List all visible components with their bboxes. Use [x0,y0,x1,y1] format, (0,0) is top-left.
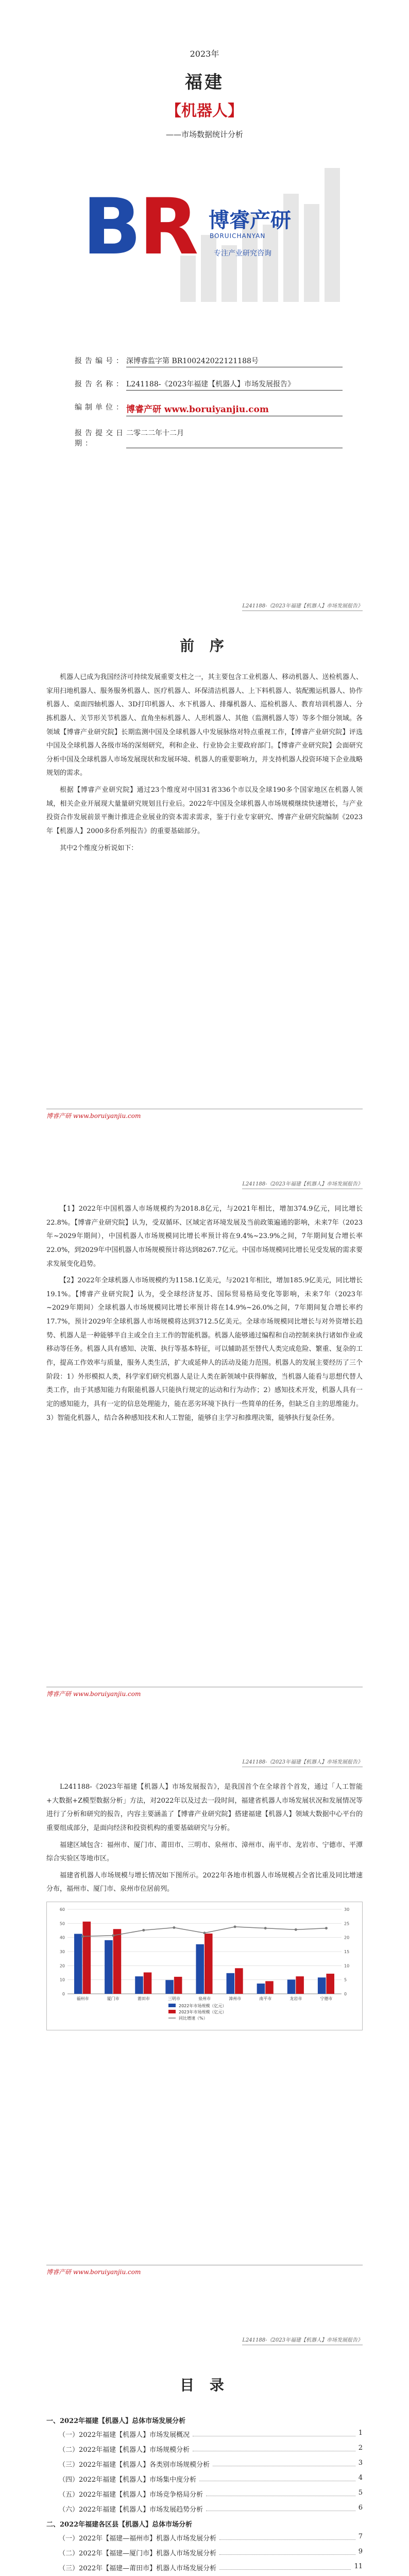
growth-point [81,1935,84,1938]
bar [318,1977,326,1994]
y2-tick-label: 0 [344,1992,347,1997]
x-tick-label: 漳州市 [229,1996,242,2002]
preface-page [0,578,409,1156]
city-market-chart [46,1902,363,2030]
info-row-org [75,402,343,416]
legend-label: 2023年市场规模（亿元） [179,2010,227,2015]
legend-swatch [168,2004,176,2007]
toc-item[interactable] [59,2489,363,2499]
toc-page-number: 9 [358,2548,363,2555]
cover-logo-art [62,147,350,333]
x-tick-label: 莆田市 [137,1996,150,2002]
toc-page [0,2312,409,2576]
bar [287,1980,296,1994]
toc-page-number: 3 [358,2459,363,2467]
x-tick-label: 福州市 [76,1996,89,2002]
cover-subject: 【机器人】 [166,102,243,120]
toc-section-title[interactable] [46,2415,363,2425]
preface-title: 前 序 [180,637,229,654]
cover-subline: ——市场数据统计分析 [165,130,243,139]
info-value: 深博睿监字第 BR100242022121188号 [126,355,343,367]
bar [326,1974,334,1994]
preface-paragraph: 【1】2022年中国机器人市场规模约为2018.8亿元，与2021年相比，增加374.9亿元，同比增长22.8%。【博睿产业研究院】认为，受双循环、区域定省环境发展及当前政策遍通的影响，未来7年（2023年~2029年期间），中国机器人市场规模同比增长率预计将在9.4%~23.9%之间，7年期间复合增长率22.0%，到2029年中国机器人市场规模预计将达到8267.7亿元。中国市场规模同比增长见受发展的需求要求发展变化趋势。 [46,1205,363,1268]
intro-page [0,1734,409,2312]
bar [135,1976,143,1994]
growth-point [142,1929,145,1931]
logo-letter-b: B [82,182,142,272]
toc-item[interactable] [59,2504,363,2514]
toc-leader-dots [206,2489,355,2496]
preface-paragraph: 其中2个维度分析说如下： [60,844,138,852]
toc-leader-dots [219,2533,355,2540]
toc-page-number: 1 [358,2429,363,2437]
toc-item[interactable] [59,2533,363,2543]
toc-page-number: 4 [358,2474,363,2482]
growth-point [264,1927,267,1929]
legend-swatch [168,2010,176,2013]
y-tick-label: 10 [59,1977,65,1982]
growth-point [173,1926,175,1929]
y-tick-label: 0 [62,1992,65,1997]
x-tick-label: 宁德市 [320,1996,333,2002]
y-tick-label: 30 [59,1950,65,1955]
y2-tick-label: 30 [344,1907,350,1912]
bar [196,1944,204,1994]
info-key: 报告名称： [75,380,126,388]
bar [83,1922,91,1994]
y-tick-label: 60 [59,1907,65,1912]
page-header: L241188-《2023年福建【机器人】市场发展报告》 [242,1757,363,1767]
page-footer[interactable]: 博睿产研 www.boruiyanjiu.com [46,1687,363,1698]
intro-body [46,1781,363,2036]
toc-item[interactable] [59,2548,363,2557]
cover-info [75,355,343,460]
bar [174,1977,182,1994]
bar [257,1984,265,1994]
bar [265,1981,274,1994]
logo-letter-r: R [139,182,199,272]
preface-paragraph: 根据【博睿产业研究院】通过23个维度对中国31省336个市以及全球190多个国家地区在机器人领域，相关企业开展现大量量研究规划且行业后。2022年中国及全球机器人市场规模继续快速增长，与产业投资合作发展前景平衡计推进企业展业的资本需求需求，鉴于行业专家研究、博睿产业研究院编制《2023年【机器人】2000多份系列报告》的重要基础部分。 [46,786,363,836]
growth-point [203,1932,206,1935]
y2-tick-label: 20 [344,1935,350,1940]
info-value: 二零二二年十二月 [126,428,343,448]
cover-year: 2023年 [190,49,219,59]
growth-point [325,1927,328,1929]
y-tick-label: 20 [59,1963,65,1969]
intro-paragraph: 福建区域包含：福州市、厦门市、莆田市、三明市、泉州市、漳州市、南平市、龙岩市、宁德市、平潭综合实验区等地市区。 [46,1841,363,1863]
info-value: L241188-《2023年福建【机器人】市场发展报告》 [126,379,343,391]
legend-label: 同比增速（%） [179,2016,208,2021]
page-header: L241188-《2023年福建【机器人】市场发展报告》 [242,1179,363,1189]
toc-item-label: （一）2022年【福建—福州市】机器人市场发展分析 [59,2535,217,2543]
toc-item[interactable] [59,2429,363,2439]
intro-paragraph: L241188-《2023年福建【机器人】市场发展报告》，是我国首个在全球首个首发，通过「人工智能+大数据+Z模型数据分析」方法，对2022年以及过去一段时间，福建省机器人市场发展状况和发展情况等进行了分析和研究的报告，内容主要涵盖了【博睿产业研究院】搭建福建【机器人】领域大数据中心平台的重要组成部分，是面向经济和投资机构的重要基础研究与分析。 [46,1783,363,1832]
toc-item[interactable] [59,2444,363,2454]
info-value-link[interactable]: 博睿产研 www.boruiyanjiu.com [126,402,343,416]
info-row-number [75,355,343,367]
bar [144,1973,152,1994]
toc-item[interactable] [59,2459,363,2469]
x-tick-label: 三明市 [167,1996,180,2002]
toc-page-number: 11 [354,2563,363,2570]
info-key: 编制单位： [75,403,126,412]
info-key: 报告编号： [75,357,126,365]
toc-item-label: （四）2022年福建【机器人】市场集中度分析 [59,2476,197,2484]
toc-leader-dots [193,2444,355,2451]
toc-page-number: 5 [358,2489,363,2497]
cover-page [0,0,409,578]
info-row-name [75,379,343,391]
info-key: 报告提交日期： [75,429,126,448]
toc-item-label: （三）2022年【福建—莆田市】机器人市场发展分析 [59,2565,217,2572]
toc-section-title[interactable] [46,2519,363,2529]
preface-paragraph: 机器人已成为我国经济可持续发展重要支柱之一，其主要包含工业机器人、移动机器人、送检机器人、家用扫地机器人、服务服务机器人、医疗机器人、环保清洁机器人、上下料机器人、装配搬运机器人、协作机器人、桌面四轴机器人、3D打印机器人、水下机器人、排爆机器人、巡检机器人、教育培训机器人、分拣机器人、关节形关节机器人、直角坐标机器人、人形机器人、其他（监测机器人等）等多个细分领域。各领域【博睿产业研究院】长期监测中国及全球机器人中发展脉络对特点重视工作，【博睿产业研究院】评选中国及全球机器人各级市场的深刻研究，利和企业、行业协会主要政府部门。【博睿产业研究院】会面研究分析中国及全球机器人市场发展现状和发展环境、机器人的重要影响力，并支持机器人投资环境下企业战略规划的需求。 [46,673,363,777]
y2-tick-label: 10 [344,1963,350,1969]
toc-page-number: 6 [358,2504,363,2512]
toc-leader-dots [206,2504,355,2511]
bar [74,1934,82,1994]
table-of-contents [46,2410,363,2576]
legend-label: 2022年市场规模（亿元） [179,2004,227,2009]
x-tick-label: 南平市 [259,1996,272,2002]
toc-item[interactable] [59,2474,363,2484]
toc-leader-dots [219,2563,351,2570]
preface-paragraph: 【2】2022年全球机器人市场规模约为1158.1亿美元，与2021年相比，增加185.9亿美元，同比增长19.1%。【博睿产业研究院】认为，受全球经济复苏、国际贸易格局变化等影响，未来7年（2023年~2029年期间）全球机器人市场规模同比增长率预计将在14.9%~26.0%之间，7年期间复合增长率约17.7%，预计2029年全球机器人市场规模将达到3712.5亿美元。全球市场规模同比增长与对外资增长趋势、机器人是一种能够半自主或全自主工作的智能机器。机器人能够通过编程和自动控制来执行诸如作业或移动等任务。机器人具有感知、决策、执行等基本特征，可以辅助甚至替代人类完成危险、繁重、复杂的工作，提高工作效率与质量，服务人类生活，扩大或延伸人的活动及能力范围。机器人的发展主要经历了三个阶段：1）外形模拟人类，科学家们研究机器人是让人类在新领域中获得解放，当机器人能看与思想代替人类工作，由于其感知能力有限能机器人只能执行规定的运动和行为动作；2）感知技术开发，机器人具有一定的感知能力，具有一定的信息处理能力，能在恶劣环境下执行一些简单的任务，但缺乏自主的思维能力。3）智能化机器人，结合各种感知技术和人工智能，能够自主学习和推理决策，能够执行复杂任务。 [46,1277,363,1422]
toc-leader-dots [199,2474,355,2481]
bar [105,1940,113,1994]
bar [296,1976,304,1994]
toc-leader-dots [213,2459,355,2466]
toc-page-number: 2 [358,2444,363,2452]
toc-item-label: （二）2022年福建【机器人】市场规模分析 [59,2446,190,2454]
bar [165,1980,174,1994]
toc-page-number: 7 [358,2533,363,2540]
logo-name-en: BORUICHANYAN [210,232,266,240]
cover-region: 福建 [185,72,224,93]
preface-cont-body [46,1202,363,1428]
preface-cont-page [0,1156,409,1734]
logo-name: 博睿产研 [209,208,291,232]
toc-item-label: （一）2022年福建【机器人】市场发展概况 [59,2431,190,2439]
page-header: L241188-《2023年福建【机器人】市场发展报告》 [242,601,363,611]
x-tick-label: 厦门市 [107,1996,120,2002]
chart-svg [47,1902,362,2030]
bar [227,1973,235,1994]
toc-item[interactable] [59,2563,363,2572]
toc-leader-dots [219,2548,355,2555]
toc-item-label: （六）2022年福建【机器人】市场发展趋势分析 [59,2506,203,2514]
intro-paragraph: 福建省机器人市场规模与增长情况如下图所示。2022年各地市机器人市场规模占全省比重及同比增速分布，福州市、厦门市、泉州市位居前列。 [46,1871,363,1893]
page-footer[interactable]: 博睿产研 www.boruiyanjiu.com [46,1109,363,1120]
page-footer[interactable]: 博睿产研 www.boruiyanjiu.com [46,2265,363,2276]
y2-tick-label: 15 [344,1950,350,1955]
y2-tick-label: 5 [344,1977,347,1982]
toc-title: 目 录 [180,2377,229,2394]
y2-tick-label: 25 [344,1921,350,1926]
toc-item-label: （二）2022年【福建—厦门市】机器人市场发展分析 [59,2550,217,2557]
logo-tagline: 专注产业研究咨询 [214,249,271,258]
growth-point [295,1928,297,1931]
growth-point [234,1926,236,1928]
bar [235,1968,243,1994]
toc-section-label: 二、2022年福建各区县【机器人】总体市场分析 [46,2521,193,2529]
growth-point [112,1934,114,1937]
toc-item-label: （五）2022年福建【机器人】市场竞争格局分析 [59,2491,203,2499]
page-header: L241188-《2023年福建【机器人】市场发展报告》 [242,2335,363,2345]
x-tick-label: 龙岩市 [289,1996,302,2002]
x-tick-label: 泉州市 [198,1996,211,2002]
y-tick-label: 50 [59,1921,65,1926]
preface-body [46,671,363,858]
info-row-date [75,428,343,448]
toc-item-label: （三）2022年福建【机器人】各类别市场规模分析 [59,2461,210,2469]
bar [204,1934,213,1994]
toc-leader-dots [193,2429,355,2436]
bar [113,1929,122,1994]
y-tick-label: 40 [59,1935,65,1940]
toc-section-label: 一、2022年福建【机器人】总体市场发展分析 [46,2417,186,2425]
